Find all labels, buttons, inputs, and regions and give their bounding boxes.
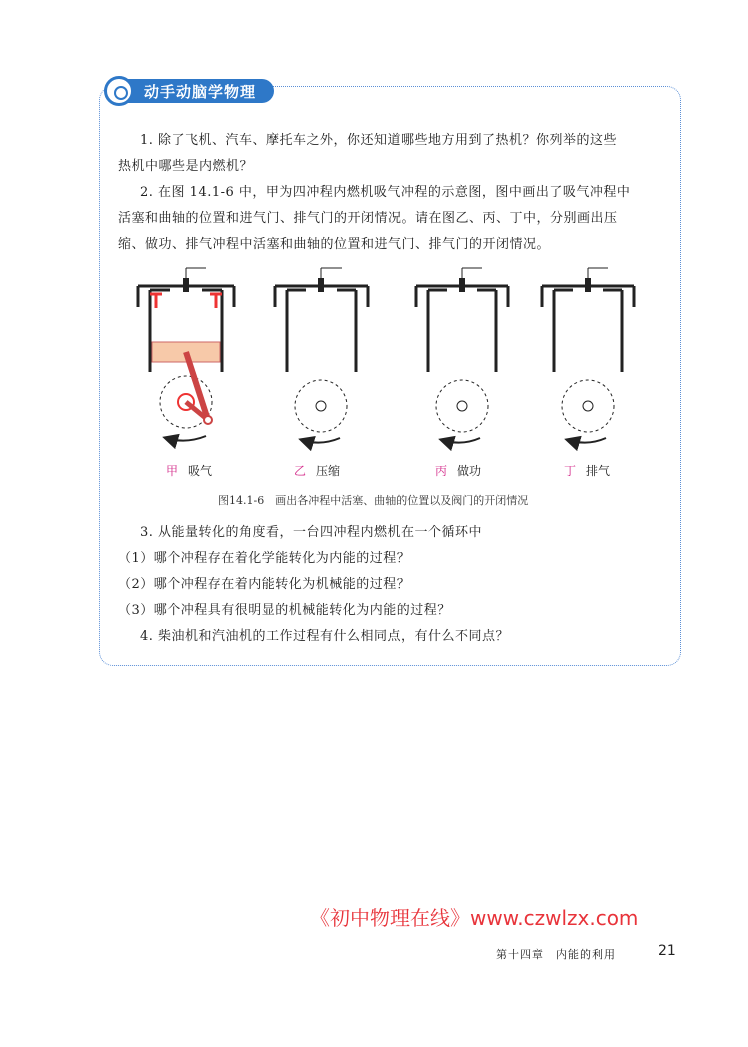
engine-intake [138, 268, 234, 441]
watermark: 《初中物理在线》www.czwlzx.com [310, 906, 639, 930]
label-key: 甲 [166, 464, 179, 478]
page-number: 21 [658, 943, 676, 959]
label-text: 压缩 [316, 464, 341, 478]
label-intake [166, 462, 212, 479]
q3-sub3: （3）哪个冲程具有很明显的机械能转化为内能的过程？ [118, 603, 451, 618]
engine-compression [275, 268, 368, 443]
chapter-footer: 第十四章 内能的利用 [496, 948, 616, 961]
label-exhaust [564, 462, 610, 479]
section-badge [104, 76, 274, 104]
label-key: 乙 [294, 464, 307, 478]
q3-line1: 3. 从能量转化的角度看，一台四冲程内燃机在一个循环中 [140, 525, 483, 540]
q3-sub1: （1）哪个冲程存在着化学能转化为内能的过程？ [118, 551, 411, 566]
q3-sub2: （2）哪个冲程存在着内能转化为机械能的过程？ [118, 577, 411, 592]
engine-exhaust [542, 268, 634, 443]
label-compression [294, 462, 340, 479]
label-text: 吸气 [188, 464, 213, 478]
q1-line2: 热机中哪些是内燃机？ [118, 159, 254, 174]
q1-line1: 1. 除了飞机、汽车、摩托车之外，你还知道哪些地方用到了热机？你列举的这些 [140, 133, 618, 148]
q2-line2: 活塞和曲轴的位置和进气门、排气门的开闭情况。请在图乙、丙、丁中，分别画出压 [118, 211, 618, 226]
label-power [435, 462, 481, 479]
figure-caption: 图14.1-6 画出各冲程中活塞、曲轴的位置以及阀门的开闭情况 [218, 494, 529, 507]
q2-line3: 缩、做功、排气冲程中活塞和曲轴的位置和进气门、排气门的开闭情况。 [118, 237, 551, 252]
section-title: 动手动脑学物理 [144, 83, 257, 101]
engine-power [416, 268, 508, 443]
label-key: 丁 [564, 464, 577, 478]
label-text: 做功 [457, 464, 482, 478]
target-icon [104, 76, 134, 106]
label-text: 排气 [586, 464, 611, 478]
engine-figure [130, 262, 660, 482]
q4-line1: 4. 柴油机和汽油机的工作过程有什么相同点，有什么不同点？ [140, 629, 510, 644]
label-key: 丙 [435, 464, 448, 478]
q2-line1: 2. 在图 14.1-6 中，甲为四冲程内燃机吸气冲程的示意图，图中画出了吸气冲程中 [140, 185, 631, 200]
